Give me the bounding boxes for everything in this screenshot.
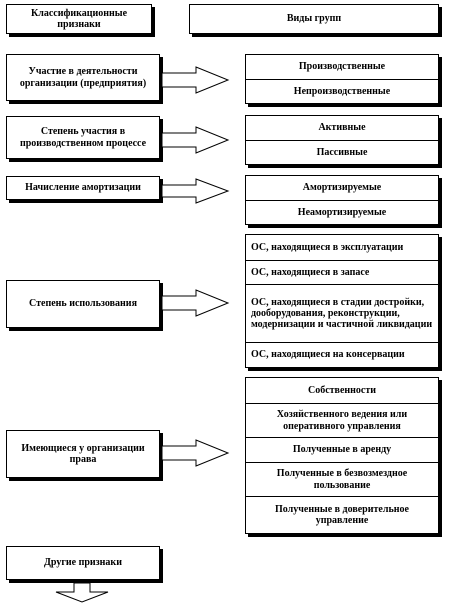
type-cell: Активные: [246, 116, 438, 141]
criterion-label: Имеющиеся у организации права: [21, 442, 145, 465]
criterion-label: Степень использования: [29, 298, 137, 310]
type-cell: Полученные в доверительное управление: [275, 503, 409, 526]
type-cell: Полученные в безвозмездное пользование: [246, 463, 438, 497]
criterion-label: Начисление амортизации: [25, 182, 141, 194]
type-cell: Хозяйственного ведения или оперативного управления: [246, 404, 438, 438]
type-cell: ОС, находящиеся на консервации: [251, 349, 405, 361]
right-arrow-icon: [162, 440, 228, 466]
type-cell: Полученные в аренду: [246, 438, 438, 463]
criterion-label: Участие в деятельности организации (предприятия): [19, 66, 147, 89]
header-types-label: Виды групп: [286, 13, 342, 25]
right-arrow-icon: [162, 67, 228, 93]
type-cell: Собственности: [246, 378, 438, 404]
type-cell: ОС, находящиеся в эксплуатации: [246, 235, 438, 261]
criterion-label: Другие признаки: [44, 557, 122, 569]
type-cell: Неамортизируемые: [297, 207, 387, 219]
down-arrow-icon: [56, 583, 108, 602]
type-cell: Непроизводственные: [293, 86, 391, 98]
header-criteria-label: Классификационные признаки: [30, 7, 128, 30]
right-arrow-icon: [162, 290, 228, 316]
right-arrow-icon: [162, 179, 228, 203]
type-cell: Пассивные: [316, 147, 368, 159]
type-cell: ОС, находящиеся в стадии достройки, дооборудования, реконструкции, модернизации и частичной ликвидации: [246, 285, 438, 343]
type-cell: ОС, находящиеся в запасе: [246, 261, 438, 285]
type-cell: Производственные: [246, 55, 438, 80]
type-cell: Амортизируемые: [246, 176, 438, 201]
right-arrow-icon: [162, 127, 228, 153]
criterion-label: Степень участия в производственном процессе: [19, 126, 147, 149]
